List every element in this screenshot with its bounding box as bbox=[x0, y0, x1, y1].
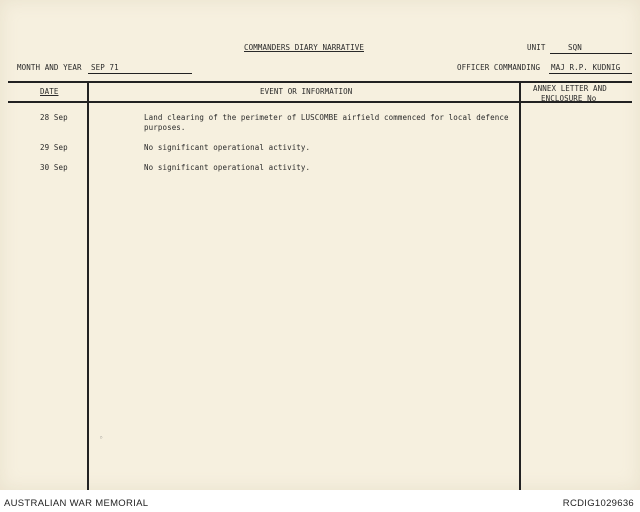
footer-source: AUSTRALIAN WAR MEMORIAL bbox=[4, 498, 149, 509]
row-event bbox=[96, 113, 554, 133]
header-date: DATE bbox=[40, 87, 59, 96]
footer-record-id: RCDIG1029636 bbox=[562, 498, 634, 509]
unit-label: UNIT bbox=[527, 43, 546, 52]
month-year-value: SEP 71 bbox=[91, 63, 119, 72]
date-column-divider bbox=[87, 81, 89, 490]
month-year-underline bbox=[88, 73, 192, 74]
row-date: 29 Sep bbox=[40, 143, 68, 152]
header-event: EVENT OR INFORMATION bbox=[260, 87, 353, 96]
row-event: No significant operational activity. bbox=[144, 143, 311, 152]
annex-column-divider bbox=[519, 81, 521, 490]
officer-value: MAJ R.P. KUDNIG bbox=[551, 63, 621, 72]
form-title: COMMANDERS DIARY NARRATIVE bbox=[244, 43, 364, 52]
unit-value: SQN bbox=[568, 43, 582, 52]
month-year-label: MONTH AND YEAR bbox=[17, 63, 82, 72]
ink-mark: ◦ bbox=[99, 434, 104, 442]
table-top-rule bbox=[8, 81, 632, 83]
row-date: 30 Sep bbox=[40, 163, 68, 172]
row-date: 28 Sep bbox=[40, 113, 68, 122]
officer-label: OFFICER COMMANDING bbox=[457, 63, 541, 72]
row-event: No significant operational activity. bbox=[144, 163, 311, 172]
header-annex-line2: ENCLOSURE No bbox=[541, 94, 597, 103]
officer-underline bbox=[549, 73, 632, 74]
row-event-text: Land clearing of the perimeter of LUSCOMBE airfield commenced for local defence purposes. bbox=[144, 113, 509, 132]
table-header-rule bbox=[8, 101, 632, 103]
header-annex-line1: ANNEX LETTER AND bbox=[533, 84, 607, 93]
unit-underline bbox=[550, 53, 632, 54]
